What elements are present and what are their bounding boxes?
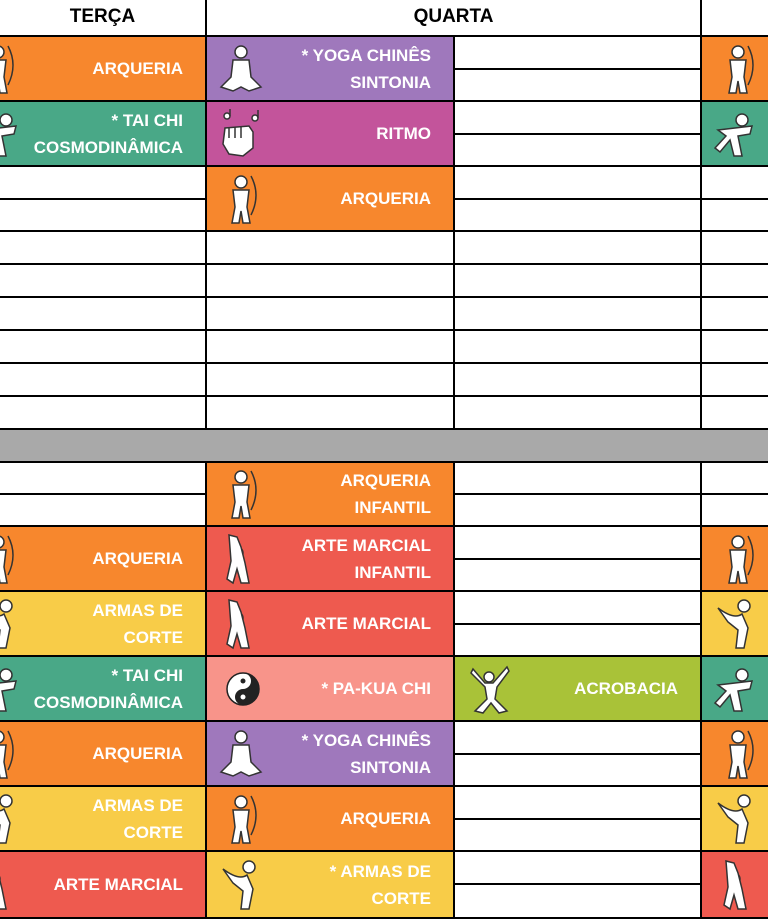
class-cell-arqueria[interactable] [0,525,207,592]
class-cell-arqueria-infantil[interactable] [205,461,455,527]
class-label: ARQUERIA [340,809,431,828]
empty-cell [205,230,455,265]
empty-cell [205,329,455,364]
column-header-next [700,0,768,37]
empty-cell [0,362,207,397]
empty-cell [700,230,768,265]
empty-cell [453,230,702,265]
empty-cell [453,590,702,625]
class-label: RITMO [376,124,431,143]
blade-icon [714,598,758,650]
empty-cell [453,263,702,298]
kick-icon [219,533,263,585]
class-label: ACROBACIA [574,679,678,698]
class-label-line1: * YOGA CHINÊS [301,45,431,65]
blade-icon [0,793,20,845]
empty-cell [0,296,207,331]
empty-cell [453,296,702,331]
kick-icon [219,598,263,650]
class-label-line1: ARQUERIA [340,471,431,490]
class-cell-arqueria[interactable] [205,165,455,232]
empty-cell [453,558,702,592]
tai-chi-icon [0,108,20,160]
class-label-line1: * ARMAS DE [329,861,431,881]
archer-icon [219,793,263,845]
empty-cell [453,35,702,70]
empty-cell [453,198,702,232]
class-cell-arqueria[interactable] [700,35,768,102]
class-label: ARTE MARCIAL [53,875,183,894]
class-cell-tai-chi[interactable] [0,100,207,167]
empty-cell [700,329,768,364]
empty-cell [453,461,702,495]
empty-cell [453,883,702,919]
class-label-line2: COSMODINÂMICA [33,692,183,712]
archer-icon [0,533,20,585]
class-cell-arte-marcial[interactable] [700,850,768,919]
column-header-quarta-label: QUARTA [413,5,494,27]
tai-chi-icon [712,663,756,715]
empty-cell [453,493,702,527]
tai-chi-icon [712,108,756,160]
empty-cell [700,165,768,200]
column-header-terca-label: TERÇA [69,5,136,27]
blade-icon [714,793,758,845]
class-cell-tai-chi[interactable] [700,100,768,167]
class-label-line1: ARMAS DE [92,795,183,815]
class-label: ARQUERIA [92,59,183,78]
empty-cell [453,68,702,102]
column-header-quarta [205,0,702,37]
blade-icon [0,598,20,650]
empty-cell [700,263,768,298]
class-label-line2: CORTE [123,822,183,842]
class-label: ARQUERIA [340,189,431,208]
kick-icon [716,859,760,911]
archer-icon [0,728,20,780]
class-cell-armas-de-corte[interactable] [700,590,768,657]
empty-cell [453,720,702,755]
empty-cell [453,850,702,885]
class-cell-yoga[interactable] [205,35,455,102]
class-label: ARTE MARCIAL [301,614,431,633]
empty-cell [453,623,702,657]
tai-chi-icon [0,663,20,715]
class-cell-arqueria[interactable] [700,525,768,592]
empty-cell [700,198,768,232]
archer-icon [0,43,20,95]
empty-cell [453,100,702,135]
empty-cell [453,785,702,820]
empty-cell [453,362,702,397]
class-cell-arte-marcial-infantil[interactable] [205,525,455,592]
empty-cell [700,461,768,495]
class-cell-arqueria[interactable] [700,720,768,787]
class-label-line2: COSMODINÂMICA [33,137,183,157]
class-label-line1: * YOGA CHINÊS [301,730,431,750]
empty-cell [0,395,207,430]
class-cell-armas-de-corte[interactable] [700,785,768,852]
empty-cell [700,296,768,331]
yin-yang-icon [221,663,265,715]
class-label-line1: ARMAS DE [92,600,183,620]
empty-cell [700,395,768,430]
kick-icon [0,859,20,911]
class-label-line2: CORTE [123,627,183,647]
class-label-line2: CORTE [371,888,431,908]
class-cell-armas-de-corte[interactable] [0,785,207,852]
archer-icon [219,468,263,520]
class-label: * PA-KUA CHI [321,679,431,698]
class-label-line2: INFANTIL [354,562,431,582]
column-header-terca [0,0,207,37]
empty-cell [205,263,455,298]
class-label: ARQUERIA [92,549,183,568]
class-cell-arqueria[interactable] [0,35,207,102]
empty-cell [0,461,207,495]
class-label-line2: INFANTIL [354,498,431,517]
empty-cell [453,165,702,200]
archer-icon [716,43,760,95]
empty-cell [453,329,702,364]
class-label-line1: * TAI CHI [111,665,183,685]
class-label-line2: SINTONIA [350,757,431,777]
empty-cell [205,395,455,430]
empty-cell [453,133,702,167]
empty-cell [453,395,702,430]
archer-icon [219,173,263,225]
empty-cell [0,493,207,527]
class-cell-acrobacia[interactable] [453,655,702,722]
empty-cell [453,818,702,852]
class-cell-arqueria[interactable] [205,785,455,852]
class-label-line2: SINTONIA [350,72,431,92]
empty-cell [453,753,702,787]
class-cell-arte-marcial[interactable] [205,590,455,657]
blade-icon [219,859,263,911]
class-cell-yoga[interactable] [205,720,455,787]
archer-icon [716,728,760,780]
class-cell-arte-marcial[interactable] [0,850,207,919]
empty-cell [205,362,455,397]
empty-cell [0,230,207,265]
meditation-icon [219,43,263,95]
class-cell-arqueria[interactable] [0,720,207,787]
section-separator [0,428,768,463]
class-label-line1: ARTE MARCIAL [301,535,431,555]
class-cell-armas-de-corte[interactable] [0,590,207,657]
class-cell-pa-kua-chi[interactable] [205,655,455,722]
class-cell-ritmo[interactable] [205,100,455,167]
acrobat-icon [469,663,513,715]
meditation-icon [219,728,263,780]
archer-icon [716,533,760,585]
empty-cell [0,263,207,298]
class-label-line1: * TAI CHI [111,110,183,130]
empty-cell [700,493,768,527]
class-cell-armas-de-corte[interactable] [205,850,455,919]
empty-cell [205,296,455,331]
class-label: ARQUERIA [92,744,183,763]
empty-cell [0,329,207,364]
empty-cell [453,525,702,560]
class-cell-tai-chi[interactable] [700,655,768,722]
music-fist-icon [219,108,263,160]
class-cell-tai-chi[interactable] [0,655,207,722]
empty-cell [700,362,768,397]
